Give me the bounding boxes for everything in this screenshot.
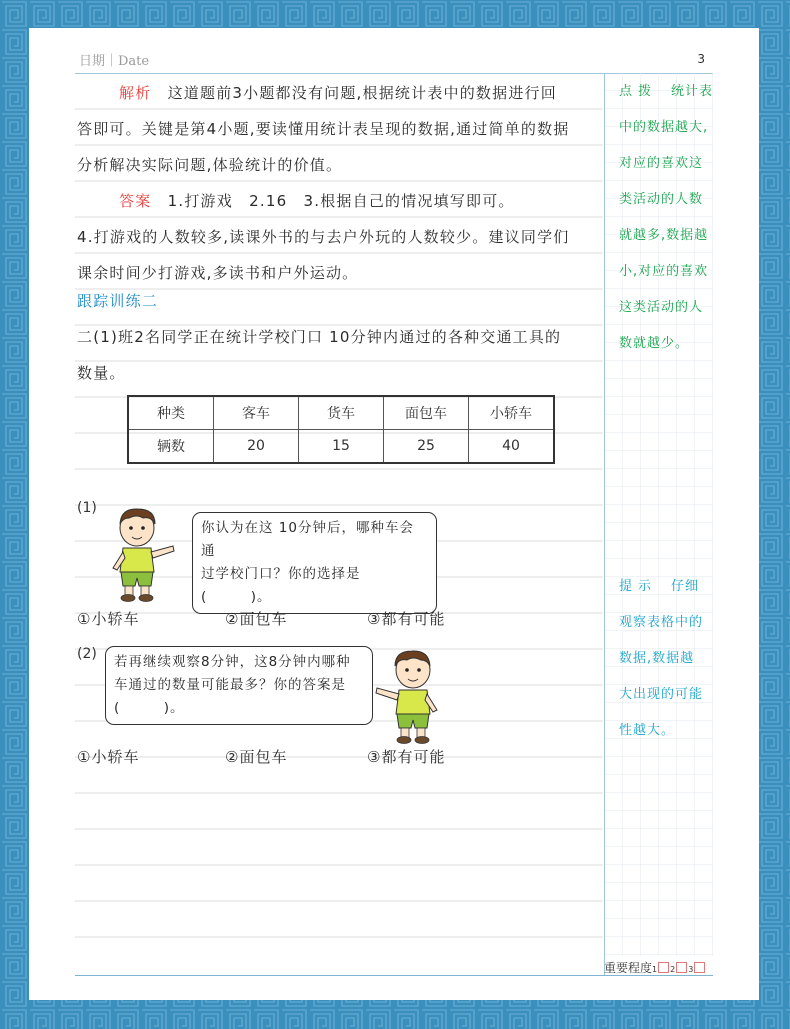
tip-line: 这类活动的人 [619, 300, 704, 315]
q1-option-b[interactable]: ②面包车 [225, 610, 288, 628]
tip-heading: 点拨 [619, 84, 658, 99]
level-number: 3 [688, 965, 694, 974]
q2-label: (2) [77, 646, 97, 662]
answer-label: 答案 [119, 192, 152, 210]
table-cell: 辆数 [128, 430, 214, 464]
table-header-row [128, 396, 554, 430]
q2-option-a[interactable]: ①小轿车 [77, 748, 140, 766]
importance-rating [604, 959, 706, 976]
problem-line: 二(1)班2名同学正在统计学校门口 10分钟内通过的各种交通工具的 [77, 328, 562, 346]
problem-line: 数量。 [77, 364, 126, 382]
tip-line: 仔细 [671, 579, 700, 594]
table-cell: 20 [214, 430, 299, 464]
page-number: 3 [697, 52, 705, 66]
table-cell: 40 [469, 430, 555, 464]
bubble-line: 过学校门口？你的选择是( )。 [201, 566, 361, 605]
tip-line: 数据,数据越 [619, 651, 695, 666]
table-cell: 种类 [128, 396, 214, 430]
analysis-line: 分析解决实际问题,体验统计的价值。 [77, 156, 343, 174]
level-number: 1 [652, 965, 658, 974]
bubble-line: ( )。 [114, 700, 185, 716]
tip-line: 中的数据越大, [619, 120, 709, 135]
answer-line: 4.打游戏的人数较多,读课外书的与去户外玩的人数较少。建议同学们 [77, 228, 570, 246]
sidebar-tip-tishi [619, 569, 715, 749]
answer-text: 1.打游戏 2.16 3.根据自己的情况填写即可。 [167, 192, 515, 210]
level-checkbox[interactable] [694, 962, 705, 973]
traffic-table [127, 395, 555, 464]
table-cell: 小轿车 [469, 396, 555, 430]
tip-line: 数就越少。 [619, 336, 690, 351]
q2-speech-bubble [105, 646, 373, 725]
bubble-line: 车通过的数量可能最多？你的答案是 [114, 677, 346, 693]
tip-line: 就越多,数据越 [619, 228, 709, 243]
worksheet-page [29, 28, 759, 1000]
tip-line: 大出现的可能 [619, 687, 704, 702]
analysis-label: 解析 [119, 84, 152, 102]
analysis-text: 这道题前3小题都没有问题,根据统计表中的数据进行回 [167, 84, 557, 102]
q2-option-b[interactable]: ②面包车 [225, 748, 288, 766]
section-title: 跟踪训练二 [77, 292, 159, 310]
q1-speech-bubble [192, 512, 437, 614]
boy-illustration [371, 648, 443, 744]
tip-heading: 提示 [619, 579, 658, 594]
q1-option-c[interactable]: ③都有可能 [367, 610, 446, 628]
answer-line [77, 190, 515, 211]
bubble-line: 你认为在这 10分钟后，哪种车会通 [201, 520, 414, 559]
tip-line: 性越大。 [619, 723, 676, 738]
importance-label: 重要程度 [604, 961, 653, 975]
analysis-line: 答即可。关键是第4小题,要读懂用统计表呈现的数据,通过简单的数据 [77, 120, 570, 138]
table-row [128, 430, 554, 464]
tip-line: 统计表 [671, 84, 714, 99]
tip-line: 类活动的人数 [619, 192, 704, 207]
table-cell: 面包车 [384, 396, 469, 430]
date-label: 日期｜Date [79, 54, 150, 69]
tip-line: 对应的喜欢这 [619, 156, 704, 171]
table-cell: 25 [384, 430, 469, 464]
answer-line: 课余时间少打游戏,多读书和户外运动。 [77, 264, 359, 282]
table-cell: 15 [299, 430, 384, 464]
analysis-line [77, 82, 557, 103]
q2-option-c[interactable]: ③都有可能 [367, 748, 446, 766]
bubble-line: 若再继续观察8分钟，这8分钟内哪种 [114, 654, 351, 670]
level-checkbox[interactable] [658, 962, 669, 973]
q1-label: (1) [77, 500, 97, 516]
q1-option-a[interactable]: ①小轿车 [77, 610, 140, 628]
table-cell: 客车 [214, 396, 299, 430]
tip-line: 小,对应的喜欢 [619, 264, 709, 279]
tip-line: 观察表格中的 [619, 615, 704, 630]
boy-illustration [107, 506, 179, 602]
level-checkbox[interactable] [676, 962, 687, 973]
level-number: 2 [670, 965, 676, 974]
sidebar-tip-dianbo [619, 74, 715, 362]
table-cell: 货车 [299, 396, 384, 430]
